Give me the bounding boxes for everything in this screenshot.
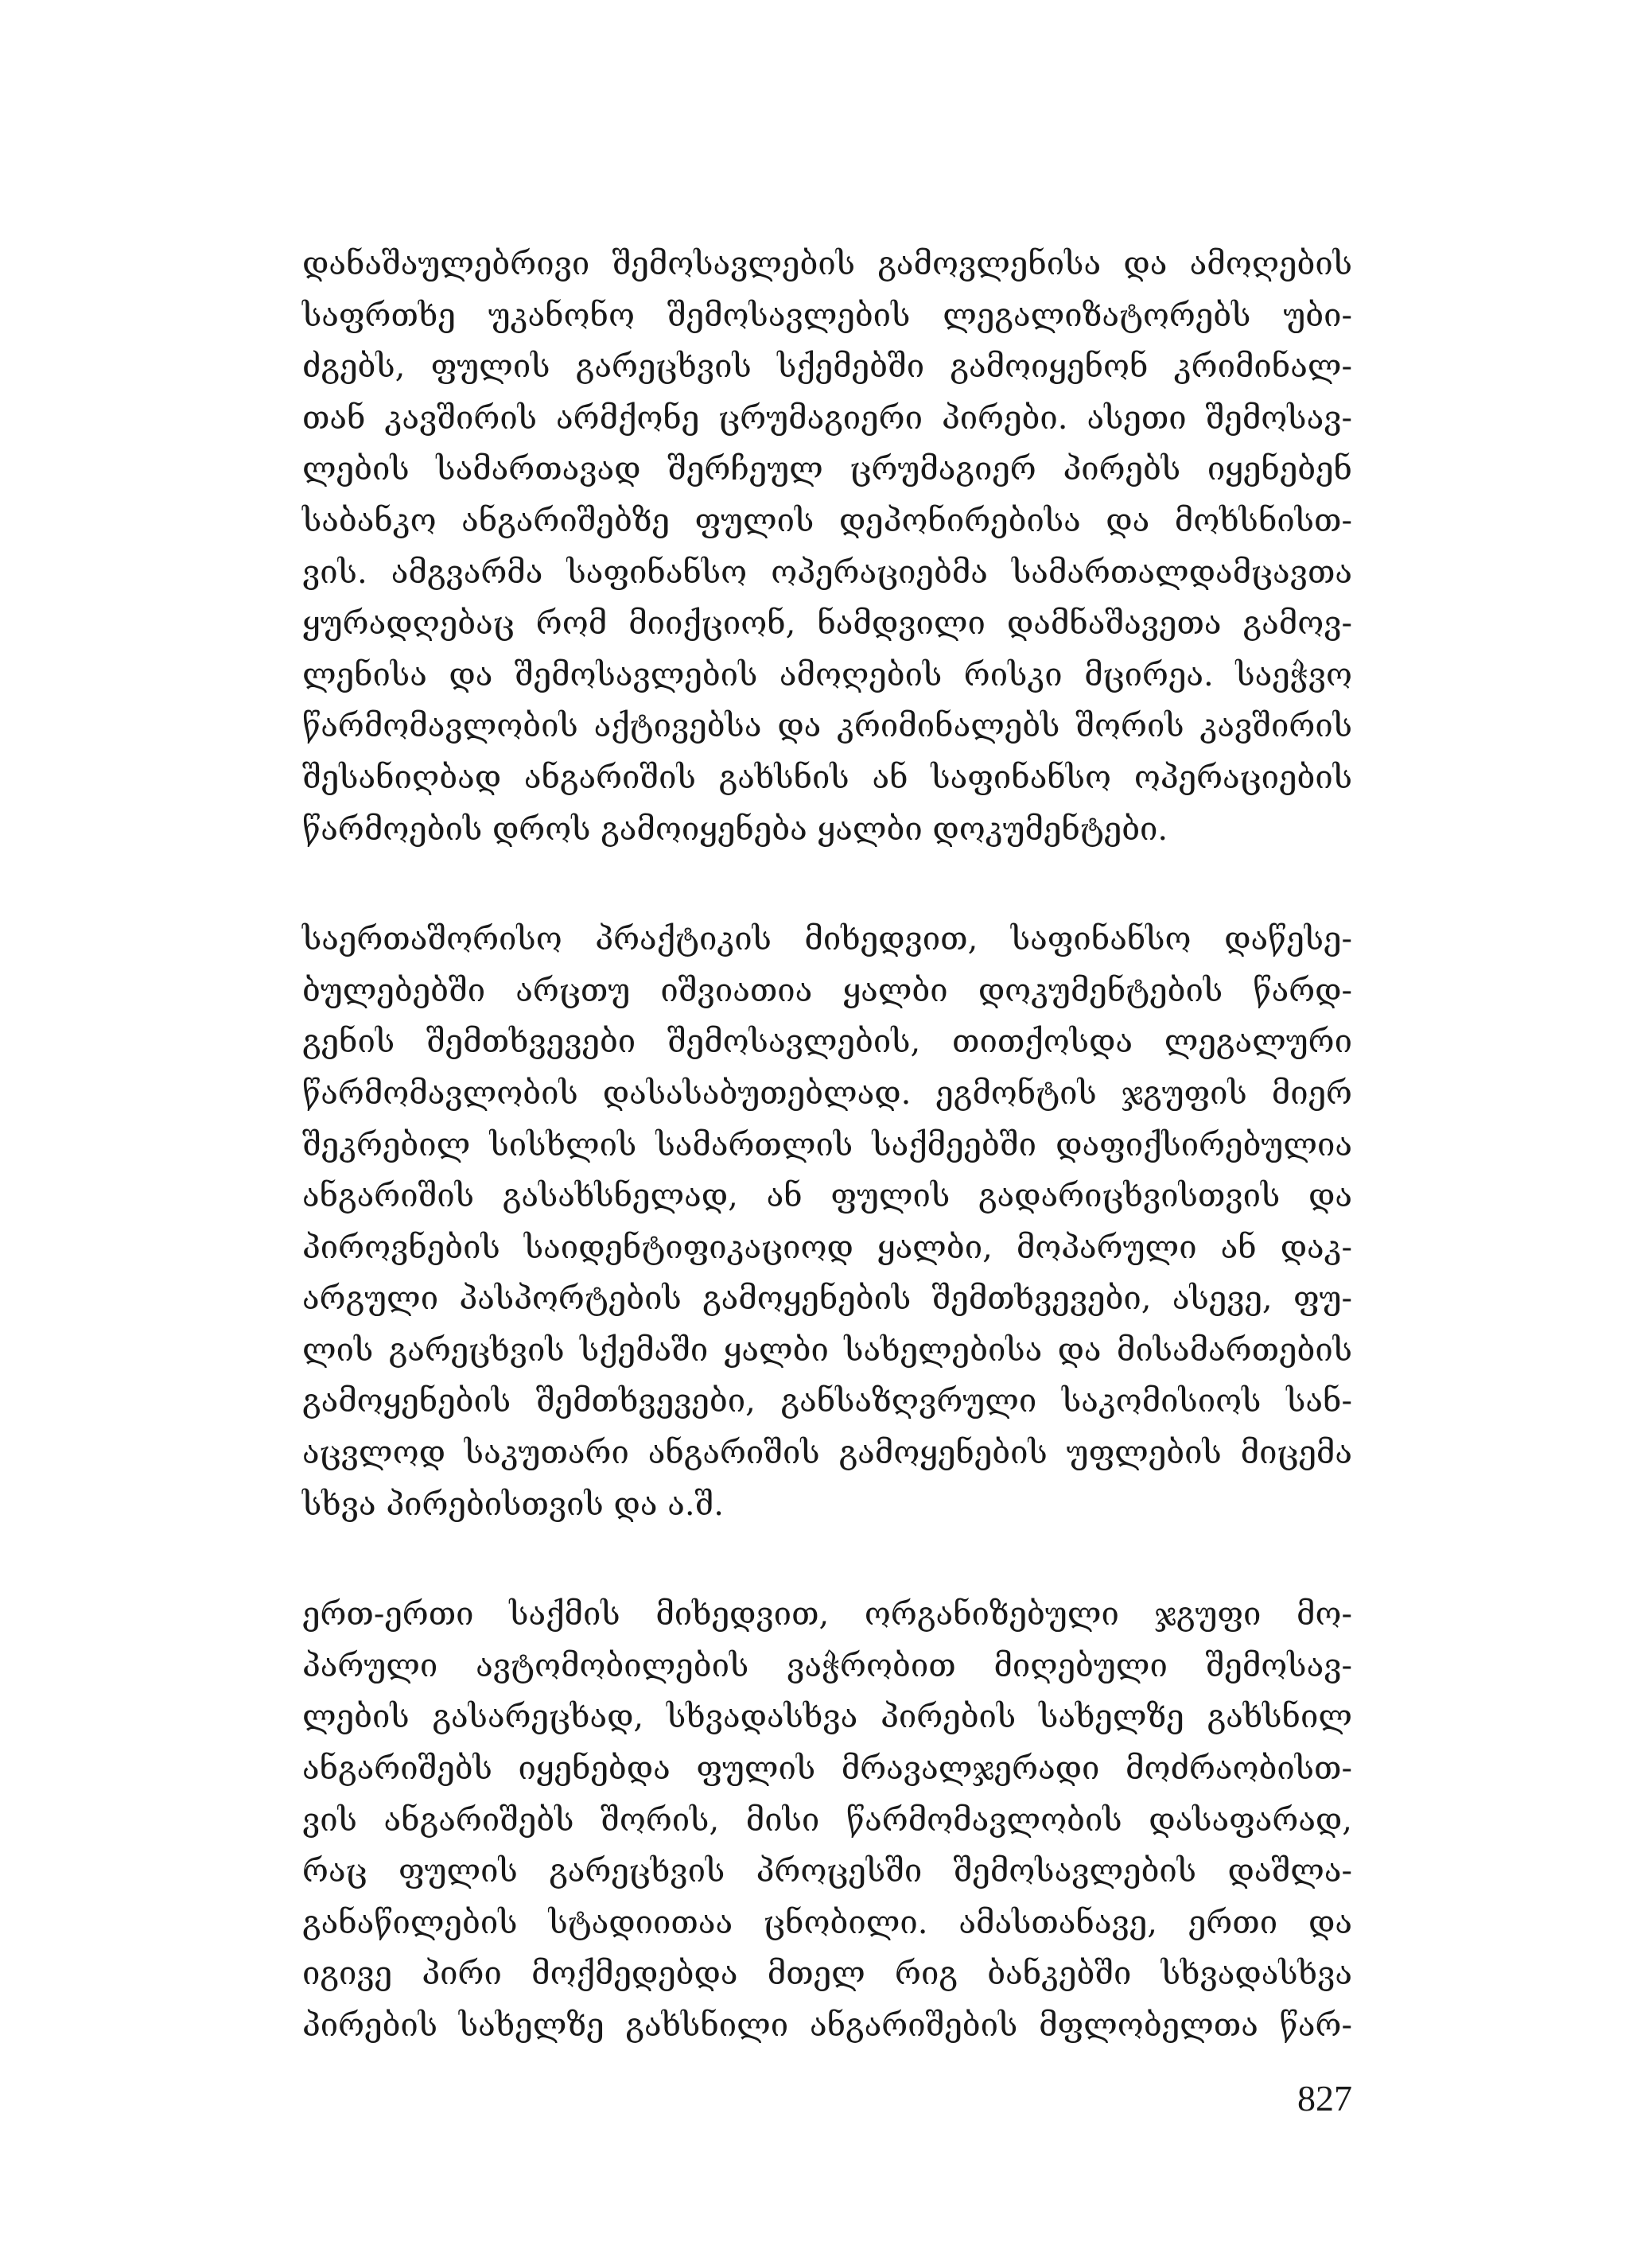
text-line: არგული პასპორტების გამოყენების შემთხვევები, ასევე, ფუ- [302, 1280, 1352, 1318]
page-body [302, 239, 1352, 2111]
text-line: აცვლოდ საკუთარი ანგარიშის გამოყენების უფლების მიცემა [302, 1435, 1352, 1472]
text-line: საფრთხე უკანონო შემოსავლების ლეგალიზატორებს უბი- [302, 297, 1352, 334]
text-line: ვის. ამგვარმა საფინანსო ოპერაციებმა სამართალდამცავთა [302, 553, 1352, 591]
text-line: ყურადღებაც რომ მიიქციონ, ნამდვილი დამნაშავეთა გამოვ- [302, 605, 1352, 643]
text-line: წარმომავლობის აქტივებსა და კრიმინალებს შორის კავშირის [302, 708, 1352, 745]
paragraph-3 [302, 1589, 1352, 2051]
text-line: სხვა პირებისთვის და ა.შ. [302, 1485, 725, 1523]
text-line: შეკრებილ სისხლის სამართლის საქმეებში დაფიქსირებულია [302, 1126, 1352, 1163]
text-line: გამოყენების შემთხვევები, განსაზღვრული საკომისიოს სან- [302, 1383, 1352, 1420]
text-line: ანგარიშის გასახსნელად, ან ფულის გადარიცხვისთვის და [302, 1178, 1352, 1215]
paragraph-1 [302, 239, 1352, 855]
text-line: დანაშაულებრივი შემოსავლების გამოვლენისა და ამოღების [302, 246, 1352, 282]
text-line: ლების სამართავად შერჩეულ ცრუმაგიერ პირებს იყენებენ [302, 451, 1352, 488]
text-line: განაწილების სტადიითაა ცნობილი. ამასთანავე, ერთი და [302, 1904, 1352, 1941]
paragraph-2 [302, 914, 1352, 1530]
text-line: ვის ანგარიშებს შორის, მისი წარმომავლობის დასაფარად, [302, 1801, 1352, 1839]
text-line: შესანიღბად ანგარიშის გახსნის ან საფინანსო ოპერაციების [302, 759, 1352, 796]
text-line: წარმოების დროს გამოიყენება ყალბი დოკუმენტები. [302, 810, 1168, 848]
page-number: 827 [1297, 2078, 1352, 2118]
text-line: ძგებს, ფულის გარეცხვის სქემებში გამოიყენონ კრიმინალ- [302, 348, 1352, 386]
text-line: საერთაშორისო პრაქტიკის მიხედვით, საფინანსო დაწესე- [302, 921, 1352, 958]
text-line: ანგარიშებს იყენებდა ფულის მრავალჯერადი მოძრაობისთ- [302, 1750, 1352, 1788]
text-line: გენის შემთხვევები შემოსავლების, თითქოსდა ლეგალური [302, 1023, 1352, 1061]
text-line: წარმომავლობის დასასაბუთებლად. ეგმონტის ჯგუფის მიერ [302, 1074, 1352, 1112]
text-line: ლენისა და შემოსავლების ამოღების რისკი მცირეა. საეჭვო [302, 656, 1352, 693]
text-line: რაც ფულის გარეცხვის პროცესში შემოსავლების დაშლა- [302, 1853, 1352, 1890]
text-line: პარული ავტომობილების ვაჭრობით მიღებული შემოსავ- [302, 1647, 1352, 1684]
text-line: საბანკო ანგარიშებზე ფულის დეპონირებისა და მოხსნისთ- [302, 502, 1352, 539]
text-line: ერთ-ერთი საქმის მიხედვით, ორგანიზებული ჯგუფი მო- [302, 1596, 1352, 1633]
text-line: იგივე პირი მოქმედებდა მთელ რიგ ბანკებში სხვადასხვა [302, 1955, 1352, 1993]
text-line: ლების გასარეცხად, სხვადასხვა პირების სახელზე გახსნილ [302, 1699, 1352, 1736]
text-line: თან კავშირის არმქონე ცრუმაგიერი პირები. ასეთი შემოსავ- [302, 399, 1352, 437]
text-line: პირების სახელზე გახსნილი ანგარიშების მფლობელთა წარ- [302, 2007, 1352, 2044]
text-line: პიროვნების საიდენტიფიკაციოდ ყალბი, მოპარული ან დაკ- [302, 1229, 1352, 1266]
text-line: ლის გარეცხვის სქემაში ყალბი სახელებისა და მისამართების [302, 1331, 1352, 1369]
text-line: ბულებებში არცთუ იშვიათია ყალბი დოკუმენტების წარდ- [302, 972, 1352, 1009]
